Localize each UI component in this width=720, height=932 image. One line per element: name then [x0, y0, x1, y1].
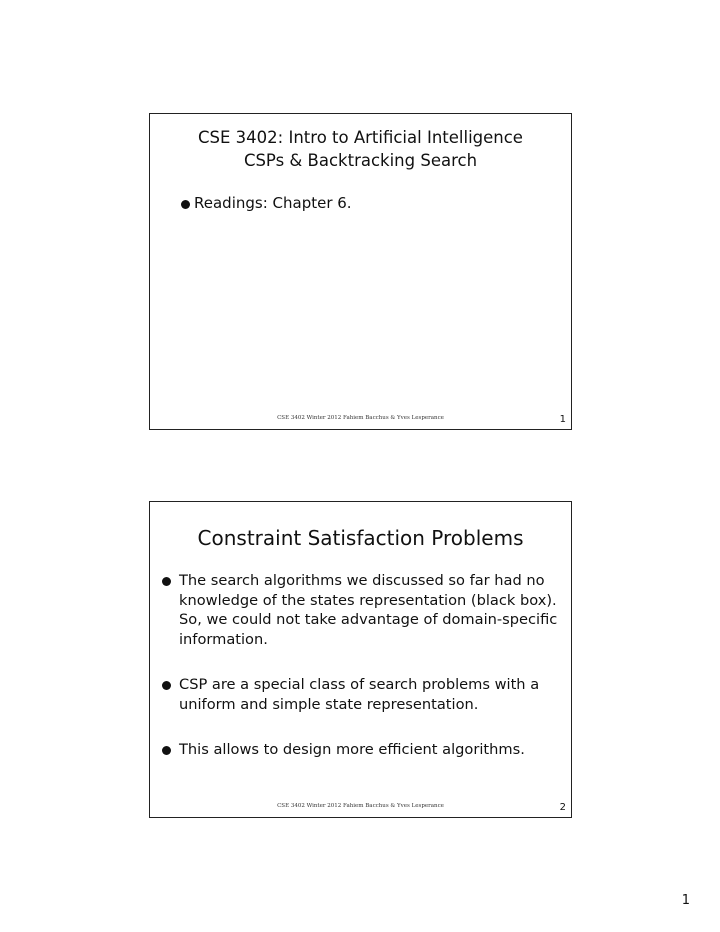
slide-1 — [149, 113, 572, 430]
slide-footer: CSE 3402 Winter 2012 Fahiem Bacchus & Yves Lesperance — [277, 803, 444, 809]
bullet-dot-icon — [162, 681, 171, 690]
slide-title — [150, 126, 571, 172]
slide-title-line-2: CSPs & Backtracking Search — [243, 151, 478, 170]
bullet-text: CSP are a special class of search problems with a uniform and simple state representation. — [179, 676, 540, 713]
bullet-item — [162, 571, 563, 649]
bullet-text: Readings: Chapter 6. — [194, 194, 352, 212]
slide-title: Constraint Satisfaction Problems — [197, 526, 524, 550]
slide-title-line-1: CSE 3402: Intro to Artificial Intelligence — [198, 128, 523, 147]
bullet-dot-icon — [181, 200, 190, 209]
bullet-list — [162, 571, 563, 760]
slide-footer: CSE 3402 Winter 2012 Fahiem Bacchus & Yves Lesperance — [277, 415, 444, 421]
slide-number: 2 — [559, 802, 566, 813]
bullet-dot-icon — [162, 746, 171, 755]
bullet-text: This allows to design more efficient algorithms. — [179, 741, 525, 758]
bullet-list — [181, 194, 563, 214]
page-number: 1 — [681, 893, 690, 908]
slide-2 — [149, 501, 572, 818]
slide-number: 1 — [559, 414, 566, 425]
bullet-item — [181, 194, 563, 214]
bullet-item — [162, 740, 563, 760]
bullet-dot-icon — [162, 577, 171, 586]
bullet-text: The search algorithms we discussed so far had no knowledge of the states representation (black box). So, we could not take advantage of domain-specific information. — [179, 572, 558, 648]
bullet-item — [162, 675, 563, 714]
